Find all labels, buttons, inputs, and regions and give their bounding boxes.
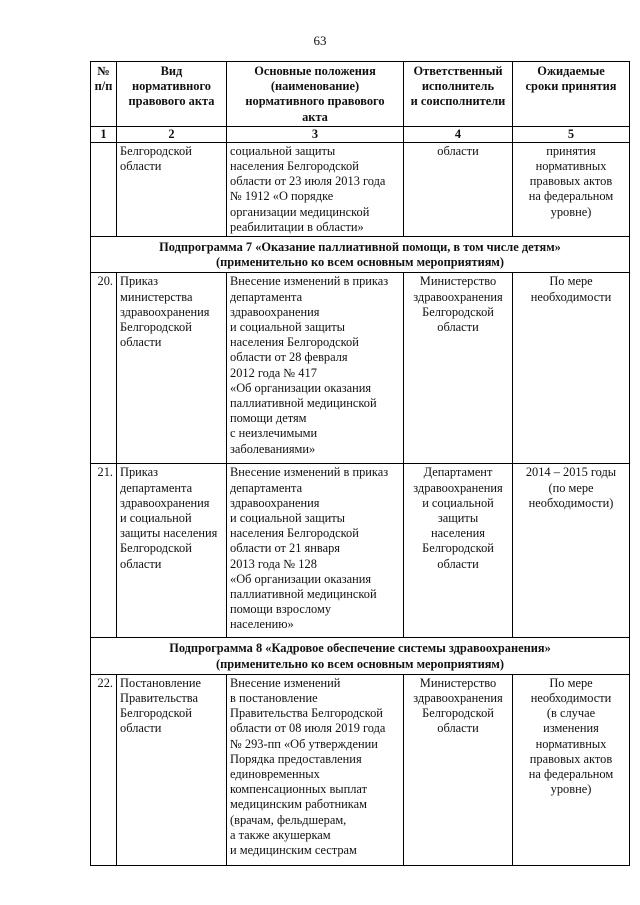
cell-executor [404, 464, 513, 638]
text-line: области [437, 721, 479, 736]
text-line: департамента [230, 480, 303, 495]
text-line: помощи взрослому [230, 602, 332, 617]
text-line: области [437, 556, 479, 571]
text-line: уровне) [550, 782, 592, 797]
text-line: области от 21 января [230, 541, 340, 556]
cell-executor [404, 273, 513, 464]
text-line: Белгородской [120, 320, 192, 335]
text-line: (наименование) [270, 79, 360, 94]
text-line: Белгородской [120, 541, 192, 556]
text-line: области от 23 июля 2013 года [230, 174, 386, 189]
text-line: Подпрограмма 7 «Оказание паллиативной помощи, в том числе детям» [159, 240, 561, 255]
cell-text [94, 64, 113, 94]
text-line: необходимости [530, 289, 612, 304]
text-line: «Об организации оказания [230, 380, 372, 395]
text-line: правового акта [128, 94, 215, 109]
text-line: № 1912 «О порядке [230, 189, 334, 204]
text-line: на федеральном [528, 189, 614, 204]
subprogram-7-heading [91, 237, 630, 273]
cell-number: 22. [91, 674, 117, 865]
cell-provisions [227, 142, 404, 236]
cell-act-type [117, 273, 227, 464]
text-line: Внесение изменений в приказ [230, 274, 389, 289]
text-line: в постановление [230, 691, 318, 706]
text-line: помощи детям [230, 411, 307, 426]
text-line: на федеральном [528, 767, 614, 782]
cell-term [513, 273, 630, 464]
text-line: здравоохранения [230, 304, 320, 319]
text-line: По мере [549, 675, 593, 690]
cell-text [120, 144, 223, 174]
text-line: Порядка предоставления [230, 751, 362, 766]
text-line: области от 28 февраля [230, 350, 348, 365]
text-line: п/п [94, 79, 113, 94]
text-line: департамента [230, 289, 303, 304]
text-line: Вид [160, 64, 183, 78]
column-number: 2 [117, 126, 227, 142]
text-line: населению» [230, 617, 294, 632]
header-term [513, 62, 630, 127]
text-line: и социальной [422, 495, 494, 510]
text-line: сроки принятия [525, 79, 617, 94]
cell-act-type [117, 674, 227, 865]
text-line: Белгородской [422, 706, 494, 721]
subprogram-8-heading [91, 638, 630, 674]
cell-executor [404, 674, 513, 865]
text-line: здравоохранения [413, 480, 503, 495]
cell-provisions [227, 674, 404, 865]
text-line: Министерство [419, 675, 497, 690]
text-line: 2013 года № 128 [230, 556, 317, 571]
text-line: Белгородской [120, 706, 192, 721]
column-number: 1 [91, 126, 117, 142]
text-line: реабилитации в области» [230, 219, 364, 234]
text-line: правовых актов [529, 174, 613, 189]
text-line: нормативного [131, 79, 212, 94]
subprogram-heading [91, 237, 630, 273]
cell-text [120, 676, 223, 737]
cell-provisions [227, 273, 404, 464]
text-line: (по мере [548, 480, 594, 495]
text-line: организации медицинской [230, 204, 370, 219]
text-line: и социальной защиты [230, 511, 345, 526]
text-line: населения [431, 526, 485, 541]
table-row-21 [91, 464, 630, 638]
text-line: защиты населения [120, 526, 218, 541]
text-line: области [120, 721, 162, 736]
text-line: (врачам, фельдшерам, [230, 812, 347, 827]
cell-text [120, 64, 223, 110]
cell-text [407, 676, 509, 737]
text-line: Внесение изменений [230, 675, 341, 690]
text-line: Ожидаемые [537, 64, 605, 78]
column-number: 3 [227, 126, 404, 142]
cell-text [230, 465, 400, 632]
header-act-type [117, 62, 227, 127]
text-line: медицинским работникам [230, 797, 367, 812]
text-line: (в случае [546, 706, 596, 721]
text-line: № 293-пп «Об утверждении [230, 736, 378, 751]
text-line: Ответственный [413, 64, 503, 78]
text-line: Внесение изменений в приказ [230, 465, 389, 480]
cell-text [407, 144, 509, 159]
cell-text [407, 64, 509, 110]
cell-text [120, 465, 223, 571]
text-line: области [437, 320, 479, 335]
cell-act-type [117, 464, 227, 638]
text-line: Подпрограмма 8 «Кадровое обеспечение системы здравоохранения» [169, 641, 551, 656]
text-line: (применительно ко всем основным мероприятиям) [216, 656, 504, 671]
text-line: исполнитель [421, 79, 495, 94]
header-number [91, 62, 117, 127]
text-line: области от 08 июля 2019 года [230, 721, 386, 736]
table-row-20 [91, 273, 630, 464]
cell-text [516, 274, 626, 304]
header-executor [404, 62, 513, 127]
text-line: По мере [549, 274, 593, 289]
text-line: нормативных [535, 159, 607, 174]
text-line: а также акушеркам [230, 827, 331, 842]
text-line: Основные положения [254, 64, 376, 78]
text-line: департамента [120, 480, 193, 495]
text-line: необходимости [530, 691, 612, 706]
text-line: Правительства Белгородской [230, 706, 383, 721]
text-line: Постановление [120, 675, 201, 690]
cell-act-type [117, 142, 227, 236]
cell-text [230, 144, 400, 235]
text-line: Правительства [120, 691, 198, 706]
text-line: Белгородской [422, 541, 494, 556]
subprogram-heading [91, 638, 630, 674]
text-line: здравоохранения [230, 495, 320, 510]
cell-text [95, 641, 625, 671]
cell-text [516, 676, 626, 798]
text-line: и соисполнители [410, 94, 506, 109]
text-line: здравоохранения [413, 691, 503, 706]
regulatory-acts-table [90, 61, 630, 866]
text-line: и социальной [120, 511, 192, 526]
cell-text [516, 144, 626, 220]
text-line: 2012 года № 417 [230, 365, 317, 380]
text-line: защиты [437, 511, 479, 526]
cell-number: 21. [91, 464, 117, 638]
cell-term [513, 674, 630, 865]
text-line: 2014 – 2015 годы [525, 465, 617, 480]
text-line: компенсационных выплат [230, 782, 368, 797]
text-line: № [97, 64, 110, 78]
text-line: уровне) [550, 204, 592, 219]
cell-text [516, 64, 626, 94]
cell-number [91, 142, 117, 236]
table-header-row [91, 62, 630, 127]
text-line: социальной защиты [230, 143, 336, 158]
text-line: правовых актов [529, 751, 613, 766]
text-line: паллиативной медицинской [230, 396, 377, 411]
header-provisions [227, 62, 404, 127]
text-line: заболеваниями» [230, 441, 316, 456]
cell-text [120, 274, 223, 350]
cell-number: 20. [91, 273, 117, 464]
text-line: изменения [543, 721, 599, 736]
table-row-22 [91, 674, 630, 865]
text-line: населения Белгородской [230, 159, 359, 174]
text-line: области [120, 159, 162, 174]
text-line: области [437, 143, 479, 158]
text-line: министерства [120, 289, 193, 304]
table-row-continuation [91, 142, 630, 236]
text-line: и медицинским сестрам [230, 843, 357, 858]
column-numbers-row [91, 126, 630, 142]
text-line: принятия [546, 143, 596, 158]
text-line: Министерство [419, 274, 497, 289]
text-line: Приказ [120, 274, 159, 289]
text-line: Приказ [120, 465, 159, 480]
text-line: и социальной защиты [230, 320, 345, 335]
text-line: с неизлечимыми [230, 426, 318, 441]
text-line: акта [302, 109, 328, 124]
cell-text [95, 240, 625, 270]
column-number: 4 [404, 126, 513, 142]
text-line: (применительно ко всем основным мероприятиям) [216, 255, 504, 270]
text-line: здравоохранения [413, 289, 503, 304]
cell-text [230, 676, 400, 858]
text-line: Белгородской [120, 143, 192, 158]
cell-provisions [227, 464, 404, 638]
text-line: области [120, 335, 162, 350]
cell-executor [404, 142, 513, 236]
text-line: нормативных [535, 736, 607, 751]
text-line: области [120, 556, 162, 571]
cell-text [230, 64, 400, 125]
cell-term [513, 142, 630, 236]
page-number: 63 [313, 33, 327, 48]
cell-text [407, 465, 509, 571]
cell-text [516, 465, 626, 511]
text-line: Белгородской [422, 304, 494, 319]
text-line: единовременных [230, 767, 320, 782]
text-line: здравоохранения [120, 304, 210, 319]
cell-text [230, 274, 400, 456]
text-line: Департамент [423, 465, 493, 480]
text-line: здравоохранения [120, 495, 210, 510]
text-line: «Об организации оказания [230, 571, 372, 586]
text-line: нормативного правового [245, 94, 385, 109]
text-line: населения Белгородской [230, 526, 359, 541]
text-line: населения Белгородской [230, 335, 359, 350]
column-number: 5 [513, 126, 630, 142]
cell-term [513, 464, 630, 638]
text-line: необходимости) [528, 495, 614, 510]
cell-text [407, 274, 509, 335]
text-line: паллиативной медицинской [230, 587, 377, 602]
